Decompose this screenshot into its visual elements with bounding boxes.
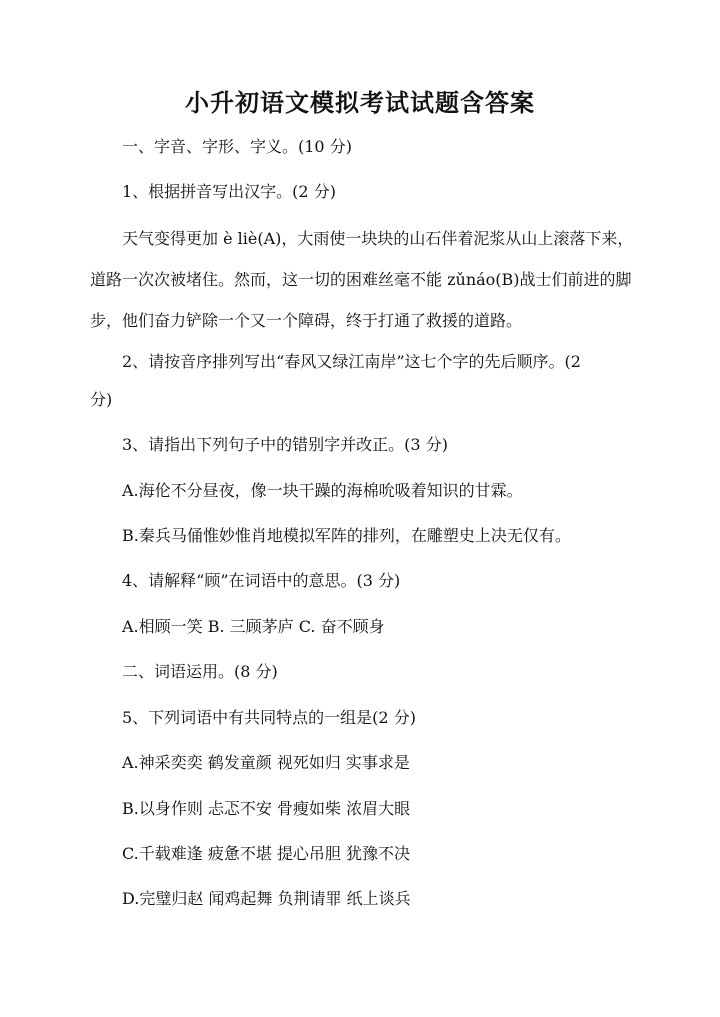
section-2-heading: 二、词语运用。(8 分) (122, 662, 278, 681)
question-3-heading: 3、请指出下列句子中的错别字并改正。(3 分) (122, 435, 448, 454)
question-5-option-a: A.神采奕奕 鹤发童颜 视死如归 实事求是 (122, 753, 410, 772)
question-3-option-b: B.秦兵马俑惟妙惟肖地模拟军阵的排列，在雕塑史上决无仅有。 (122, 526, 571, 545)
question-4-heading: 4、请解释“顾”在词语中的意思。(3 分) (122, 571, 401, 590)
question-1-heading: 1、根据拼音写出汉字。(2 分) (122, 182, 336, 201)
question-3-option-a: A.海伦不分昼夜，像一块干躁的海棉吮吸着知识的甘霖。 (122, 481, 523, 500)
question-2-line-1: 2、请按音序排列写出“春风又绿江南岸”这七个字的先后顺序。(2 (122, 352, 581, 371)
document-title: 小升初语文模拟考试试题含答案 (185, 89, 535, 117)
question-5-option-b: B.以身作则 忐忑不安 骨瘦如柴 浓眉大眼 (122, 799, 411, 818)
section-1-heading: 一、字音、字形、字义。(10 分) (122, 137, 352, 156)
question-5-option-c: C.千载难逢 疲惫不堪 提心吊胆 犹豫不决 (122, 844, 411, 863)
question-4-options: A.相顾一笑 B. 三顾茅庐 C. 奋不顾身 (122, 617, 385, 636)
question-5-heading: 5、下列词语中有共同特点的一组是(2 分) (122, 708, 416, 727)
question-5-option-d: D.完璧归赵 闻鸡起舞 负荆请罪 纸上谈兵 (122, 889, 411, 908)
question-2-line-2: 分) (90, 390, 113, 409)
question-1-passage: 天气变得更加 è liè(A)，大雨使一块块的山石伴着泥浆从山上滚落下来，道路一次次被堵住。然而，这一切的困难丝毫不能 zǔnáo(B)战士们前进的脚步，他们奋力铲除一个又一个障碍，终于打通了救援的道路。 (90, 229, 634, 330)
